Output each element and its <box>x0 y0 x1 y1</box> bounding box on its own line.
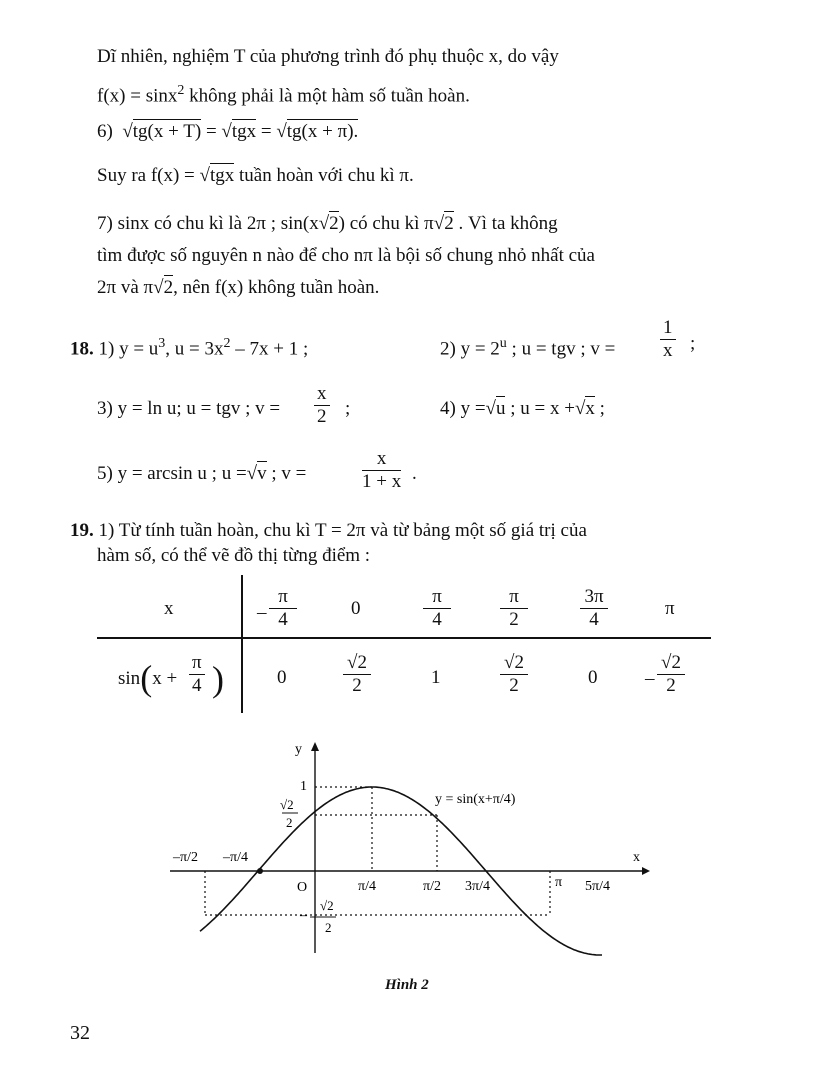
denominator: 2 <box>509 609 519 630</box>
numerator: √2 <box>500 652 528 675</box>
numerator: 1 <box>660 317 676 340</box>
cell-fraction <box>343 652 371 697</box>
text: không phải là một hàm số tuần hoàn. <box>184 85 470 107</box>
denominator: 2 <box>509 675 519 696</box>
tick-neg-pi-4: –π/4 <box>223 850 248 865</box>
text: x + <box>152 668 178 689</box>
radicand: tgx <box>231 121 257 142</box>
sup: u <box>499 336 507 351</box>
y-sqrt-num: √2 <box>280 797 294 812</box>
text: sin <box>118 668 141 689</box>
item6-line-2: Suy ra f(x) = √tgx tuần hoàn với chu kì π. <box>97 165 414 186</box>
paren: ( <box>140 658 153 698</box>
y-neg-den: 2 <box>325 920 332 935</box>
numerator: π <box>423 586 451 609</box>
item7-line-1: 7) sinx có chu kì là 2π ; sin(x√2) có chu kì π√2 . Vì ta không <box>97 213 558 234</box>
exercise-number: 18. <box>70 338 94 360</box>
ex18-p5-end: . <box>412 463 417 484</box>
ex18-part5: 5) y = arcsin u ; u =√v ; v = <box>97 463 307 484</box>
cell-fraction <box>423 586 451 631</box>
radicand: tgx <box>209 165 235 186</box>
text: , u = 3x <box>165 338 224 360</box>
item7-line-3: 2π và π√2, nên f(x) không tuần hoàn. <box>97 277 380 298</box>
page-number: 32 <box>70 1022 90 1044</box>
sup: 3 <box>158 336 166 351</box>
text: – 7x + 1 ; <box>230 338 309 360</box>
table-row1-label: x <box>164 598 174 619</box>
text: có chu kì π <box>345 213 434 234</box>
denominator: 2 <box>317 406 327 427</box>
denominator: 4 <box>278 609 288 630</box>
cell-sign: – <box>645 668 655 689</box>
tick-5pi-4: 5π/4 <box>585 879 610 894</box>
ex19-line-1 <box>70 520 587 542</box>
text: ; u = x + <box>505 398 575 419</box>
cell-value: 1 <box>431 667 441 688</box>
y-axis-arrow <box>311 742 319 751</box>
label: 6) <box>97 121 113 142</box>
cell-fraction <box>500 652 528 697</box>
text: 2π và π <box>97 277 154 298</box>
radicand: 2 <box>163 277 174 298</box>
radicand: 2 <box>329 213 339 234</box>
y-neg-num: √2 <box>320 898 334 913</box>
item7-line-2: tìm được số nguyên n nào để cho nπ là bội số chung nhỏ nhất của <box>97 245 595 266</box>
cell-value: 0 <box>588 667 598 688</box>
para-line-1: Dĩ nhiên, nghiệm T của phương trình đó phụ thuộc x, do vậy <box>97 46 559 67</box>
numerator: √2 <box>657 652 685 675</box>
text: tuần hoàn với chu kì π. <box>234 165 414 186</box>
table-vertical-rule <box>241 575 243 713</box>
ex18-p3-fraction <box>314 383 330 428</box>
cell-fraction <box>657 652 685 697</box>
text: Suy ra f(x) = <box>97 165 195 186</box>
text: ; <box>594 398 605 419</box>
ex18-part4: 4) y =√u ; u = x +√x ; <box>440 398 605 419</box>
ex18-p2-end: ; <box>690 333 696 354</box>
numerator: π <box>189 652 205 675</box>
text: 1) y = u <box>93 338 159 360</box>
text: 5) y = arcsin u ; u = <box>97 463 247 484</box>
table-row2-label <box>118 658 178 698</box>
tick-3pi-4: 3π/4 <box>465 879 490 894</box>
x-axis-label: x <box>633 850 640 865</box>
denominator: 2 <box>666 675 676 696</box>
text: , nên f(x) không tuần hoàn. <box>173 277 380 298</box>
radicand: x <box>585 398 595 419</box>
exercise-number: 19. <box>70 520 94 541</box>
text: 4) y = <box>440 398 486 419</box>
root-point <box>257 868 263 874</box>
radicand: v <box>257 463 267 484</box>
ex18-part1 <box>70 333 308 360</box>
text: f(x) = sinx <box>97 85 178 107</box>
tick-pi: π <box>555 875 563 890</box>
text: . Vì ta không <box>453 213 558 234</box>
paren: ) <box>212 659 224 699</box>
ex18-p3-end: ; <box>345 398 351 419</box>
numerator: π <box>500 586 528 609</box>
sine-graph <box>150 735 670 960</box>
ex18-part3: 3) y = ln u; u = tgv ; v = <box>97 398 281 419</box>
radicand: u <box>495 398 506 419</box>
tick-neg-pi-2: –π/2 <box>173 850 198 865</box>
radicand: tg(x + π). <box>286 121 359 142</box>
tick-pi-2: π/2 <box>423 879 441 894</box>
tick-pi-4: π/4 <box>358 879 376 894</box>
numerator: π <box>269 586 297 609</box>
numerator: 3π <box>580 586 608 609</box>
cell-value: 0 <box>277 667 287 688</box>
radicand: tg(x + T) <box>132 121 202 142</box>
text: 7) sinx có chu kì là 2π ; sin <box>97 213 303 234</box>
ex18-p2-fraction <box>660 317 676 362</box>
figure-caption: Hình 2 <box>385 977 429 993</box>
numerator: x <box>314 383 330 406</box>
text: ; v = <box>266 463 307 484</box>
y-one-label: 1 <box>300 779 307 794</box>
ex18-p5-fraction <box>362 448 401 493</box>
cell-sign: – <box>257 602 267 623</box>
sup: 2 <box>223 336 231 351</box>
y-axis-label: y <box>295 742 302 757</box>
table-horizontal-rule <box>97 637 711 639</box>
eq: = <box>260 121 272 142</box>
x-axis-arrow <box>642 867 650 875</box>
denominator: x <box>663 340 673 361</box>
cell-fraction <box>580 586 608 631</box>
numerator: √2 <box>343 652 371 675</box>
ex19-line-2: hàm số, có thể vẽ đồ thị từng điểm : <box>97 545 371 566</box>
ex18-part2 <box>440 333 615 360</box>
y-sqrt-den: 2 <box>286 815 293 830</box>
cell-fraction <box>500 586 528 631</box>
numerator: x <box>362 448 401 471</box>
denominator: 4 <box>589 609 599 630</box>
eq: = <box>205 121 217 142</box>
cell-fraction <box>269 586 297 631</box>
cell-value: π <box>665 598 675 619</box>
para-line-2 <box>97 80 470 107</box>
origin-label: O <box>297 880 308 895</box>
denominator: 4 <box>192 675 202 696</box>
denominator: 2 <box>352 675 362 696</box>
text: 1) Từ tính tuần hoàn, chu kì T = 2π và từ bảng một số giá trị của <box>93 520 587 541</box>
denominator: 1 + x <box>362 471 402 492</box>
cell-value: 0 <box>351 598 361 619</box>
item6-line-1: 6) √tg(x + T) = √tgx = √tg(x + π). <box>97 121 359 142</box>
y-neg-sign: – <box>300 908 307 923</box>
sup: 2 <box>177 83 185 98</box>
table-row2-label-frac <box>189 652 205 697</box>
denominator: 4 <box>432 609 442 630</box>
radicand: 2 <box>444 213 454 234</box>
text: 2) y = 2 <box>440 338 500 360</box>
text: ; u = tgv ; v = <box>506 338 616 360</box>
curve-label: y = sin(x+π/4) <box>435 792 516 807</box>
